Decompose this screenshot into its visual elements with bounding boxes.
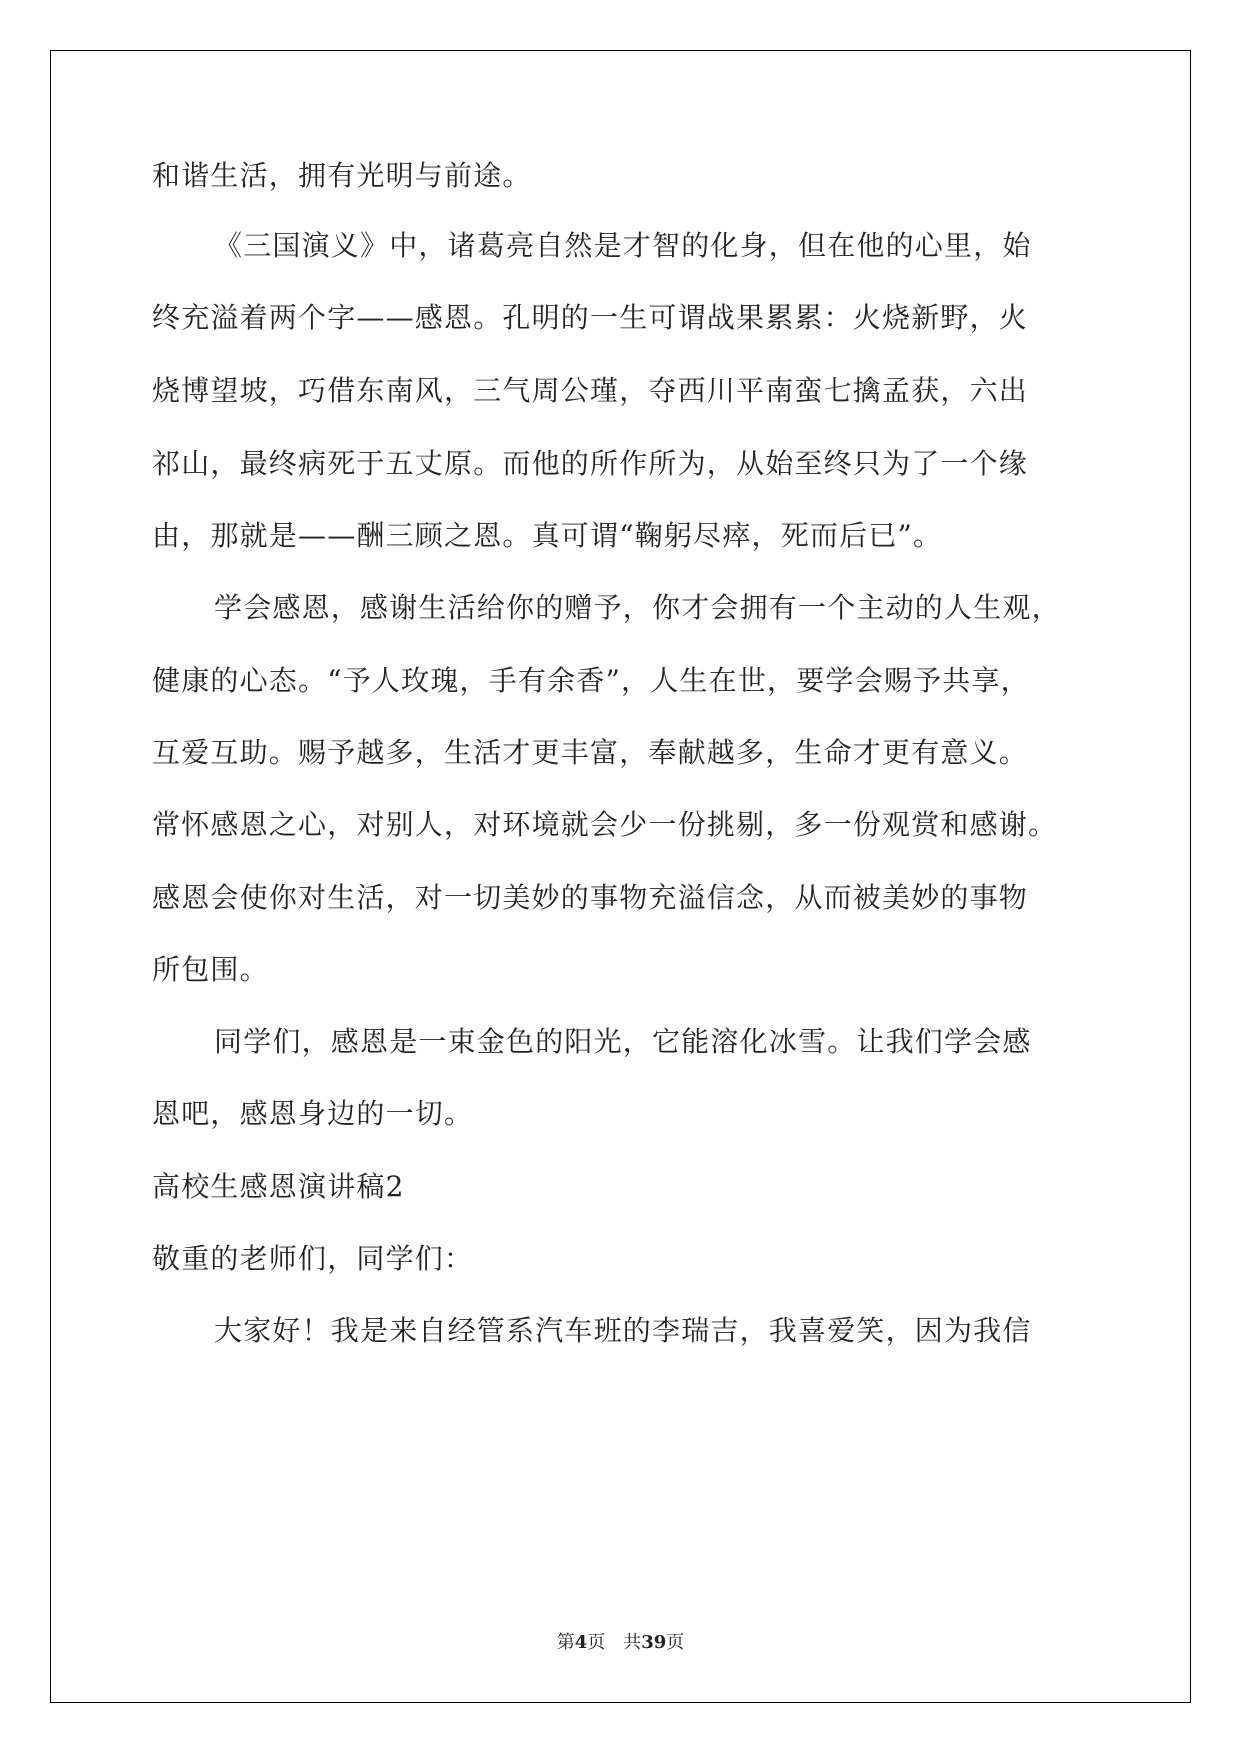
text-line: 和谐生活，拥有光明与前途。	[152, 159, 532, 192]
text-line: 常怀感恩之心，对别人，对环境就会少一份挑剔，多一份观赏和感谢。	[152, 808, 1058, 841]
text-line: 由，那就是——酬三顾之恩。真可谓“鞠躬尽瘁，死而后已”。	[152, 519, 943, 552]
text-line: 互爱互助。赐予越多，生活才更丰富，奉献越多，生命才更有意义。	[152, 736, 1029, 769]
footer-prefix: 第	[556, 1632, 575, 1653]
text-line: 终充溢着两个字——感恩。孔明的一生可谓战果累累：火烧新野，火	[152, 301, 1029, 334]
text-line: 恩吧，感恩身边的一切。	[152, 1097, 474, 1130]
footer-page-number: 4	[574, 1632, 588, 1653]
text-line: 学会感恩，感谢生活给你的赠予，你才会拥有一个主动的人生观，	[214, 591, 1061, 624]
text-line: 健康的心态。“予人玫瑰，手有余香”，人生在世，要学会赐予共享，	[152, 664, 1030, 697]
text-line: 烧博望坡，巧借东南风，三气周公瑾，夺西川平南蛮七擒孟获，六出	[152, 374, 1029, 407]
page-footer	[0, 1631, 1241, 1655]
footer-total-pages: 39	[641, 1632, 667, 1653]
footer-suffix: 页	[666, 1632, 685, 1653]
footer-middle: 页 共	[587, 1632, 642, 1653]
text-line: 同学们，感恩是一束金色的阳光，它能溶化冰雪。让我们学会感	[214, 1025, 1032, 1058]
text-line: 大家好！我是来自经管系汽车班的李瑞吉，我喜爱笑，因为我信	[214, 1314, 1032, 1347]
section-heading: 高校生感恩演讲稿2	[152, 1170, 405, 1203]
text-line: 祁山，最终病死于五丈原。而他的所作所为，从始至终只为了一个缘	[152, 447, 1029, 480]
text-line: 敬重的老师们，同学们：	[152, 1242, 474, 1275]
text-line: 感恩会使你对生活，对一切美妙的事物充溢信念，从而被美妙的事物	[152, 881, 1029, 914]
text-line: 所包围。	[152, 953, 269, 986]
text-line: 《三国演义》中，诸葛亮自然是才智的化身，但在他的心里，始	[214, 229, 1032, 262]
